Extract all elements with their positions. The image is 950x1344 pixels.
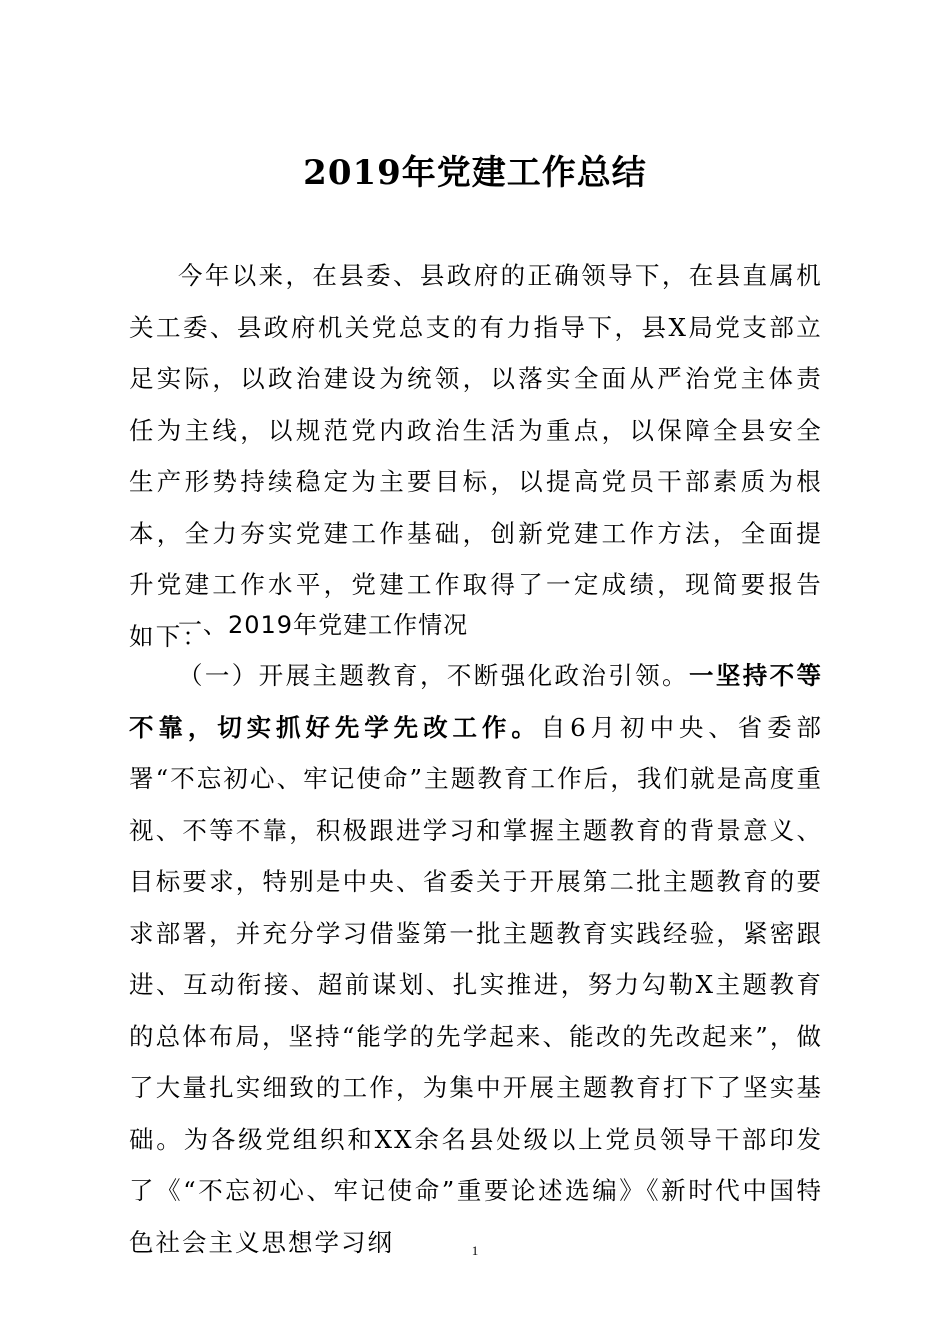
paragraph-lead: （一）开展主题教育，不断强化政治引领。 bbox=[178, 661, 689, 690]
paragraph-body: 自6月初中央、省委部署“不忘初心、牢记使命”主题教育工作后，我们就是高度重视、不等不靠，积极跟进学习和掌握主题教育的背景意义、目标要求，特别是中央、省委关于开展第二批主题教育的要求部署，并充分学习借鉴第一批主题教育实践经验，紧密跟进、互动衔接、超前谋划、扎实推进，努力勾勒X主题教育的总体布局，坚持“能学的先学起来、能改的先改起来”，做了大量扎实细致的工作，为集中开展主题教育打下了坚实基础。为各级党组织和XX余名县处级以上党员领导干部印发了《“不忘初心、牢记使命”重要论述选编》《新时代中国特色社会主义思想学习纲 bbox=[129, 712, 824, 1257]
document-title: 2019年党建工作总结 bbox=[303, 153, 647, 193]
section-paragraph bbox=[129, 650, 823, 1268]
section-heading: 一、2019年党建工作情况 bbox=[178, 611, 469, 639]
page-number: 1 bbox=[471, 1243, 479, 1258]
intro-paragraph: 今年以来，在县委、县政府的正确领导下，在县直属机关工委、县政府机关党总支的有力指导下，县X局党支部立足实际，以政治建设为统领，以落实全面从严治党主体责任为主线，以规范党内政治生活为重点，以保障全县安全生产形势持续稳定为主要目标，以提高党员干部素质为根本，全力夯实党建工作基础，创新党建工作方法，全面提升党建工作水平，党建工作取得了一定成绩，现简要报告如下： bbox=[129, 261, 823, 651]
paragraph-bold-subheading: 一坚持不等不靠，切实抓好先学先改工作。 bbox=[129, 661, 824, 742]
